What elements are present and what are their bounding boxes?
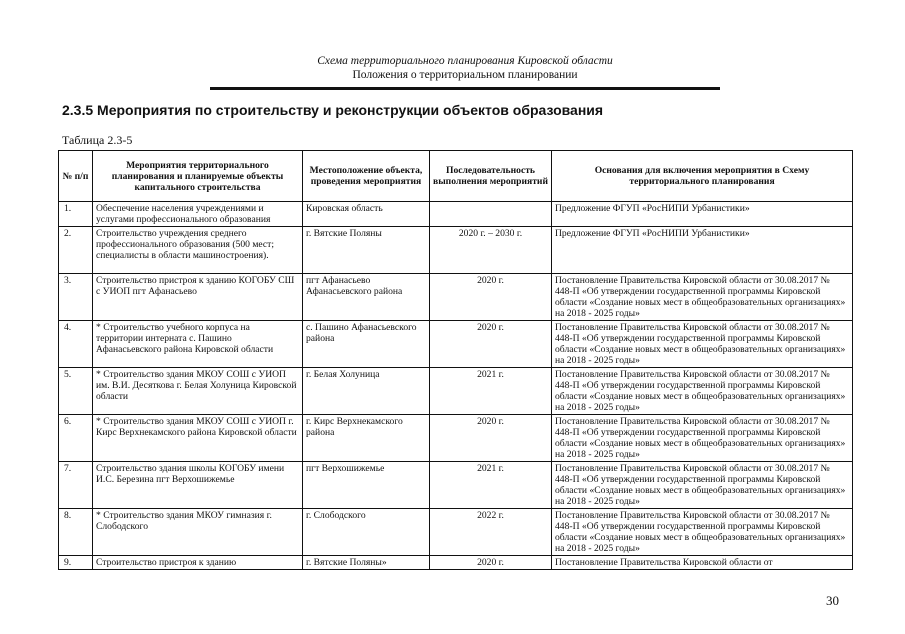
header-num: № п/п (59, 151, 93, 202)
table-row (59, 202, 853, 227)
row-measure: Строительство учреждения среднего профессионального образования (500 мест; специалисты в области машиностроения). (93, 227, 303, 274)
table-row (59, 415, 853, 462)
header-basis: Основания для включения мероприятия в Схему территориального планирования (552, 151, 853, 202)
table-row (59, 227, 853, 274)
row-location: г. Вятские Поляны» (303, 556, 430, 570)
row-location: г. Кирс Верхнекамского района (303, 415, 430, 462)
row-num: 3. (59, 274, 93, 321)
row-location: пгт Афанасьево Афанасьевского района (303, 274, 430, 321)
row-measure: Обеспечение населения учреждениями и услугами профессионального образования (93, 202, 303, 227)
row-num: 5. (59, 368, 93, 415)
header-document-title: Схема территориального планирования Кировской области (317, 55, 613, 67)
row-location: г. Слободского (303, 509, 430, 556)
row-sequence: 2021 г. (430, 368, 552, 415)
row-measure: * Строительство учебного корпуса на территории интерната с. Пашино Афанасьевского района Кировской области (93, 321, 303, 368)
table-row (59, 368, 853, 415)
row-basis: Постановление Правительства Кировской области от 30.08.2017 № 448-П «Об утверждении государственной программы Кировской области «Создание новых мест в общеобразовательных организациях» на 2018 - 2025 годы» (552, 415, 853, 462)
table-row (59, 274, 853, 321)
row-basis: Постановление Правительства Кировской области от 30.08.2017 № 448-П «Об утверждении государственной программы Кировской области «Создание новых мест в общеобразовательных организациях» на 2018 - 2025 годы» (552, 274, 853, 321)
table-row (59, 556, 853, 570)
row-num: 8. (59, 509, 93, 556)
row-measure: Строительство пристроя к зданию (93, 556, 303, 570)
row-location: г. Белая Холуница (303, 368, 430, 415)
row-sequence: 2020 г. (430, 415, 552, 462)
row-basis: Постановление Правительства Кировской области от 30.08.2017 № 448-П «Об утверждении государственной программы Кировской области «Создание новых мест в общеобразовательных организациях» на 2018 - 2025 годы» (552, 509, 853, 556)
row-sequence: 2020 г. – 2030 г. (430, 227, 552, 274)
row-num: 7. (59, 462, 93, 509)
row-num: 2. (59, 227, 93, 274)
row-sequence: 2020 г. (430, 321, 552, 368)
row-measure: Строительство пристроя к зданию КОГОБУ СШ с УИОП пгт Афанасьево (93, 274, 303, 321)
page-number: 30 (826, 593, 839, 608)
row-measure: * Строительство здания МКОУ СОШ с УИОП г. Кирс Верхнекамского района Кировской области (93, 415, 303, 462)
section-title: 2.3.5 Мероприятия по строительству и реконструкции объектов образования (62, 102, 604, 118)
row-num: 1. (59, 202, 93, 227)
row-sequence: 2020 г. (430, 556, 552, 570)
table-row (59, 321, 853, 368)
document-header (210, 54, 720, 82)
row-sequence: 2020 г. (430, 274, 552, 321)
table-row (59, 462, 853, 509)
row-measure: * Строительство здания МКОУ гимназия г. Слободского (93, 509, 303, 556)
row-basis: Постановление Правительства Кировской области от (552, 556, 853, 570)
row-measure: Строительство здания школы КОГОБУ имени И.С. Березина пгт Верхошижемье (93, 462, 303, 509)
table-header-row (59, 151, 853, 202)
header-document-subtitle: Положения о территориальном планировании (352, 69, 578, 81)
measures-table (58, 150, 853, 570)
row-basis: Постановление Правительства Кировской области от 30.08.2017 № 448-П «Об утверждении государственной программы Кировской области «Создание новых мест в общеобразовательных организациях» на 2018 - 2025 годы» (552, 462, 853, 509)
row-sequence (430, 202, 552, 227)
row-num: 9. (59, 556, 93, 570)
header-measure: Мероприятия территориального планирования и планируемые объекты капитального строительства (93, 151, 303, 202)
row-num: 4. (59, 321, 93, 368)
row-num: 6. (59, 415, 93, 462)
table-caption: Таблица 2.3-5 (62, 133, 133, 147)
row-sequence: 2021 г. (430, 462, 552, 509)
header-rule (210, 87, 720, 90)
row-location: Кировская область (303, 202, 430, 227)
row-location: пгт Верхошижемье (303, 462, 430, 509)
row-basis: Предложение ФГУП «РосНИПИ Урбанистики» (552, 202, 853, 227)
header-sequence: Последовательность выполнения мероприятий (430, 151, 552, 202)
row-basis: Предложение ФГУП «РосНИПИ Урбанистики» (552, 227, 853, 274)
row-basis: Постановление Правительства Кировской области от 30.08.2017 № 448-П «Об утверждении государственной программы Кировской области «Создание новых мест в общеобразовательных организациях» на 2018 - 2025 годы» (552, 321, 853, 368)
row-sequence: 2022 г. (430, 509, 552, 556)
row-measure: * Строительство здания МКОУ СОШ с УИОП им. В.И. Десяткова г. Белая Холуница Кировской области (93, 368, 303, 415)
table-row (59, 509, 853, 556)
header-location: Местоположение объекта, проведения мероприятия (303, 151, 430, 202)
row-basis: Постановление Правительства Кировской области от 30.08.2017 № 448-П «Об утверждении государственной программы Кировской области «Создание новых мест в общеобразовательных организациях» на 2018 - 2025 годы» (552, 368, 853, 415)
row-location: с. Пашино Афанасьевского района (303, 321, 430, 368)
row-location: г. Вятские Поляны (303, 227, 430, 274)
